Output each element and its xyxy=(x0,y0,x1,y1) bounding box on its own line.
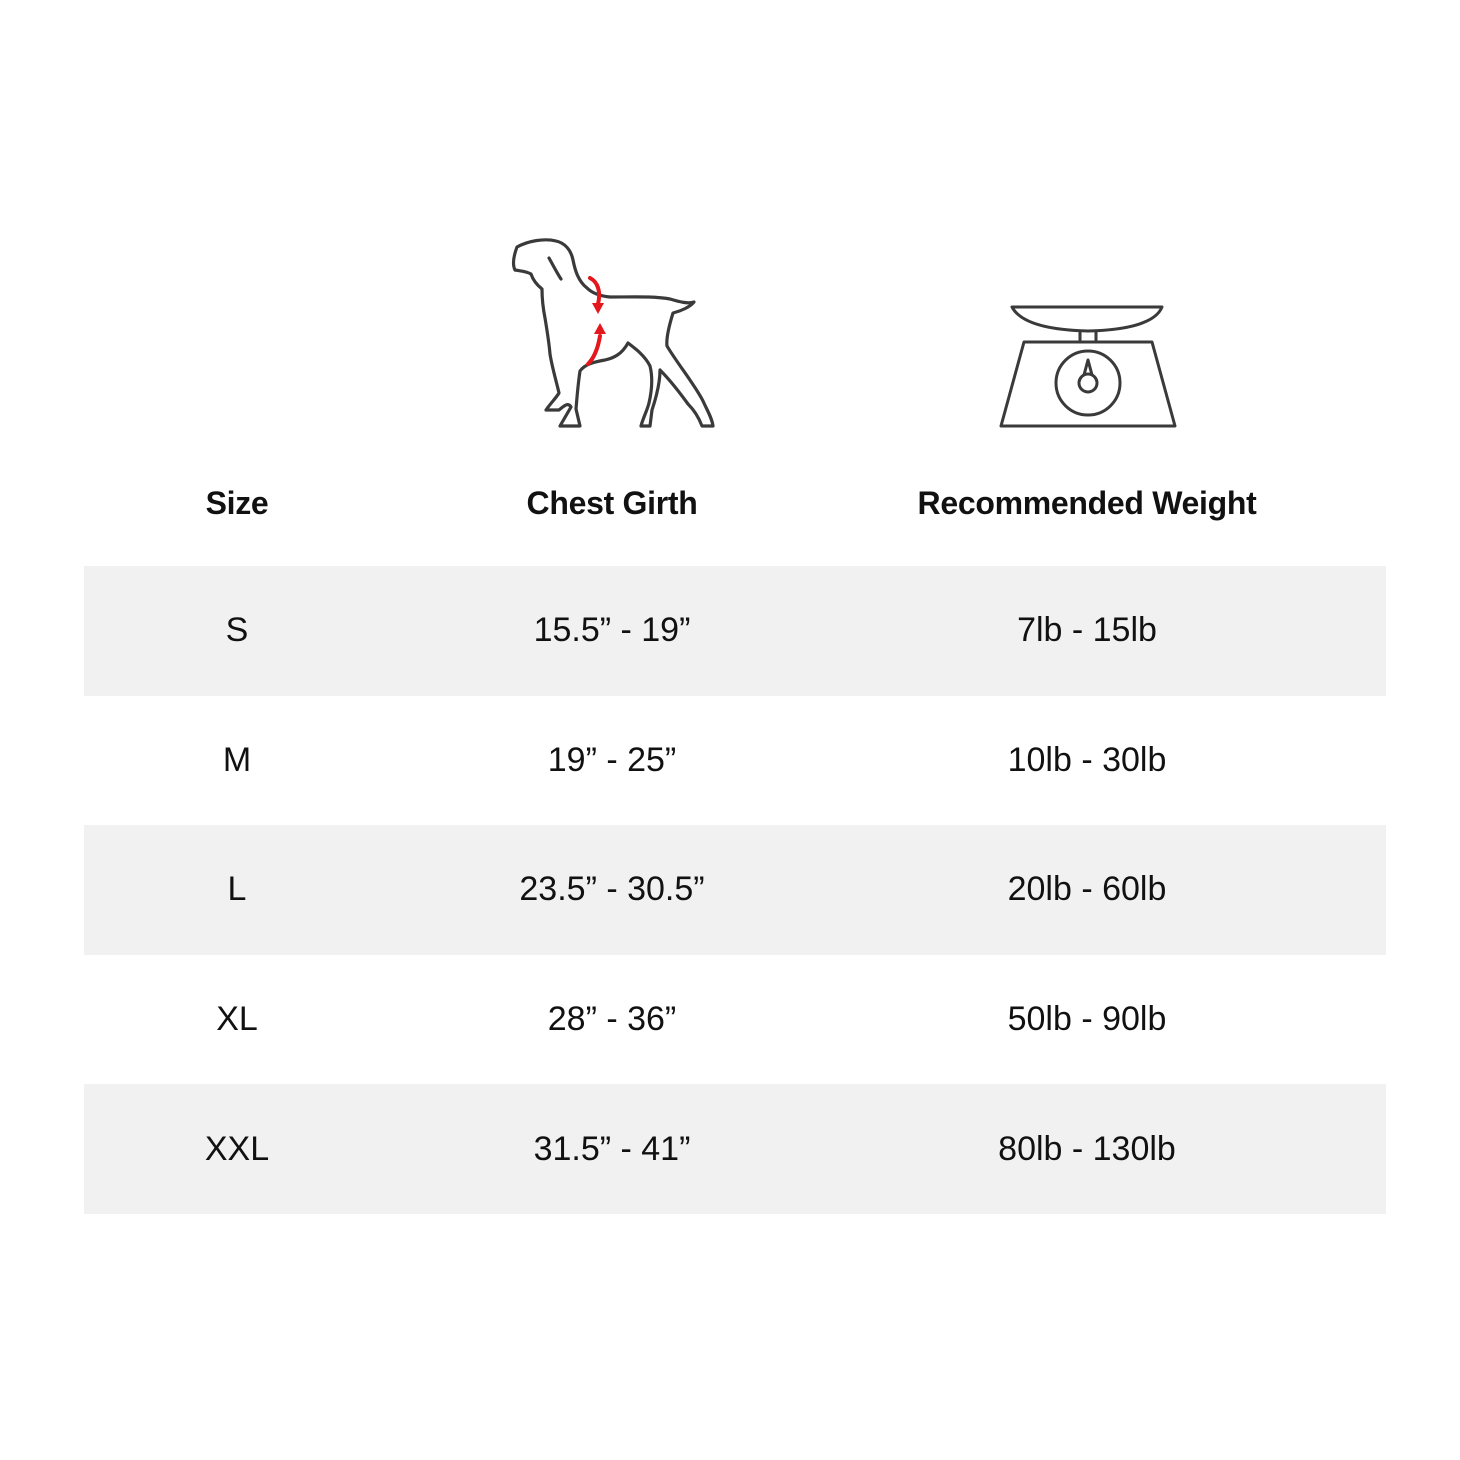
weight-cell: 10lb - 30lb xyxy=(1007,740,1167,779)
weight-cell: 20lb - 60lb xyxy=(1007,870,1167,909)
weighing-scale-icon xyxy=(994,298,1182,432)
header-recommended-weight: Recommended Weight xyxy=(917,484,1257,521)
header-size: Size xyxy=(205,484,269,521)
table-row xyxy=(84,696,1386,826)
table-row xyxy=(84,566,1386,696)
table-row xyxy=(84,825,1386,955)
chest-girth-cell: 28” - 36” xyxy=(547,1000,677,1039)
table-row xyxy=(84,955,1386,1085)
size-cell: S xyxy=(225,611,249,650)
header-chest-girth: Chest Girth xyxy=(526,484,698,521)
table-row xyxy=(84,1084,1386,1214)
weight-cell: 7lb - 15lb xyxy=(1017,611,1157,650)
size-cell: XXL xyxy=(204,1129,270,1168)
chest-girth-cell: 23.5” - 30.5” xyxy=(519,870,705,909)
chest-girth-cell: 15.5” - 19” xyxy=(533,611,691,650)
weight-cell: 50lb - 90lb xyxy=(1007,1000,1167,1039)
table-header xyxy=(84,470,1386,536)
size-cell: M xyxy=(222,740,252,779)
chest-girth-cell: 19” - 25” xyxy=(547,740,677,779)
chest-girth-cell: 31.5” - 41” xyxy=(533,1129,691,1168)
dog-chest-measure-icon xyxy=(500,232,726,436)
weight-cell: 80lb - 130lb xyxy=(998,1129,1176,1168)
size-table-body xyxy=(84,566,1386,1214)
size-cell: XL xyxy=(216,1000,258,1039)
size-cell: L xyxy=(227,870,247,909)
